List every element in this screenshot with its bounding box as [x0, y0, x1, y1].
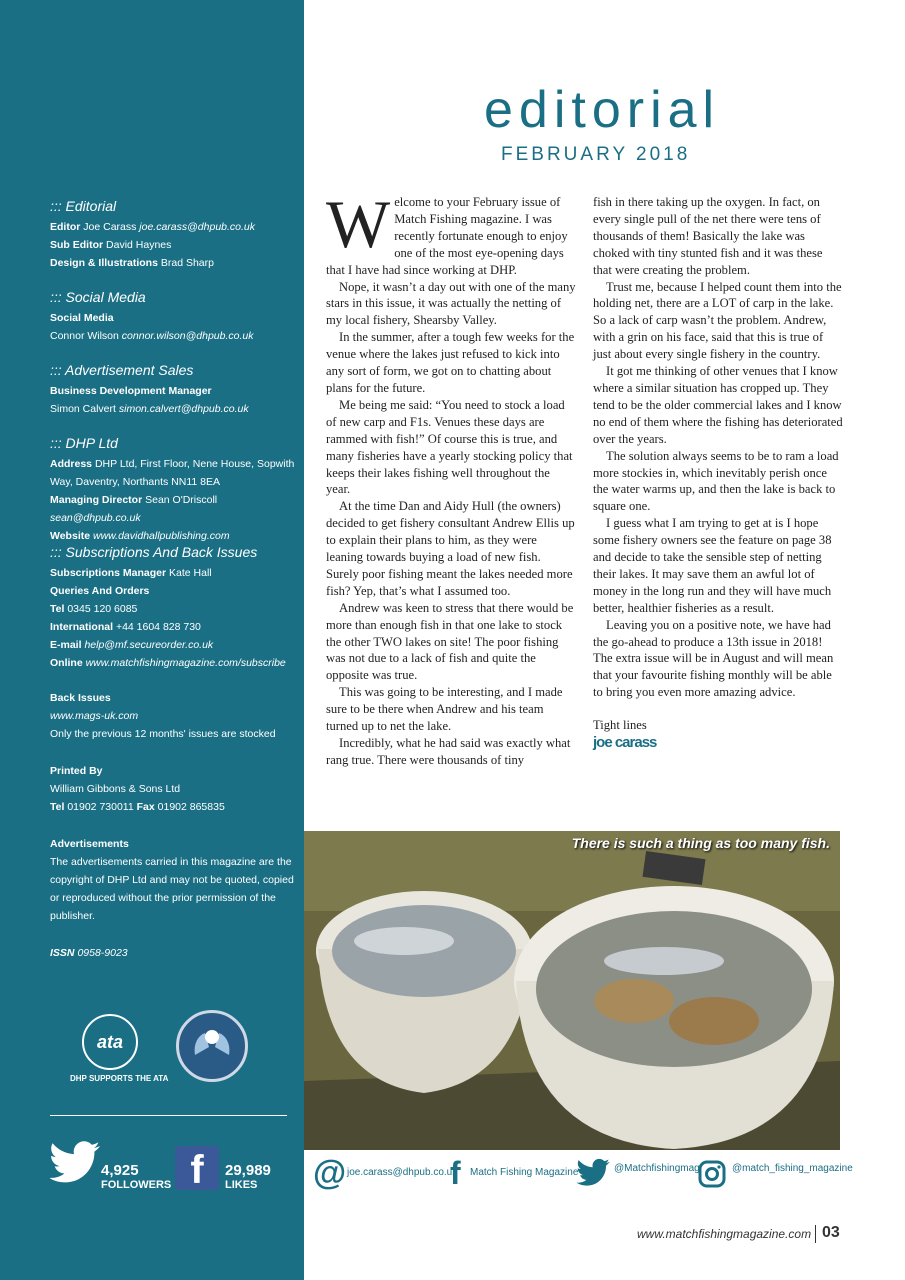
label: Website: [50, 530, 91, 542]
back-issues-url[interactable]: www.mags-uk.com: [50, 710, 139, 722]
label: Fax: [136, 801, 155, 813]
dhp-heading: ::: DHP Ltd: [50, 435, 118, 451]
issn: [50, 944, 296, 962]
ad-sales-name: Simon Calvert: [50, 403, 116, 415]
contact-email-text[interactable]: joe.carass@dhpub.co.uk: [347, 1167, 458, 1178]
sub-editor-name: David Haynes: [106, 239, 172, 251]
issue-date: FEBRUARY 2018: [501, 144, 691, 165]
dhp-credits: [50, 433, 296, 545]
social-email[interactable]: connor.wilson@dhpub.co.uk: [121, 330, 254, 342]
label: Address: [50, 458, 93, 470]
twitter-stats: [101, 1163, 171, 1211]
label: Editor: [50, 221, 81, 233]
ad-sales-email[interactable]: simon.calvert@dhpub.co.uk: [118, 403, 249, 415]
printer-name: William Gibbons & Sons Ltd: [50, 783, 181, 795]
twitter-icon[interactable]: [50, 1140, 102, 1186]
md-email[interactable]: sean@dhpub.co.uk: [50, 512, 141, 524]
md-name: Sean O'Driscoll: [145, 494, 218, 506]
printer-tel: 01902 730011: [67, 801, 134, 813]
facebook-small-icon: f: [450, 1155, 461, 1191]
hands-icon: [187, 1021, 237, 1065]
advertisements: [50, 835, 296, 925]
article-paragraph: Welcome to your February issue of Match Fishing magazine. I was recently fortunate enough to enjoy one of the most eye-opening days that I have had since working at DHP.: [326, 186, 568, 277]
twitter-small-icon: [576, 1158, 612, 1188]
protect-wildlife-logo: [176, 1010, 248, 1082]
subs-online[interactable]: www.matchfishingmagazine.com/subscribe: [85, 657, 286, 669]
signature: joe carass: [593, 734, 657, 752]
label: Design & Illustrations: [50, 257, 158, 269]
back-issues-label: Back Issues: [50, 692, 111, 704]
photo-caption: There is such a thing as too many fish.: [571, 835, 830, 851]
editorial-heading: ::: Editorial: [50, 198, 117, 214]
article-column-2: [593, 194, 843, 752]
ads-label: Advertisements: [50, 838, 129, 850]
column-2-body: [593, 194, 843, 701]
label: Business Development Manager: [50, 385, 212, 397]
dhp-website[interactable]: www.davidhallpublishing.com: [93, 530, 230, 542]
article-paragraph: The solution always seems to be to ram a load more stockies in, which inevitably perish once the water warms up, and then the lake is back to square one.: [593, 448, 839, 514]
page-number: 03: [822, 1224, 840, 1241]
ata-caption: DHP SUPPORTS THE ATA: [70, 1074, 169, 1083]
social-media-heading: ::: Social Media: [50, 289, 146, 305]
facebook-icon[interactable]: f: [175, 1146, 219, 1190]
contact-facebook-text[interactable]: Match Fishing Magazine: [470, 1167, 579, 1178]
ad-sales-heading: ::: Advertisement Sales: [50, 362, 194, 378]
article-paragraph: Trust me, because I helped count them into the holding net, there are a LOT of carp in the lake. So a lack of carp wasn’t the problem. Andrew, with a grin on his face, said that this is true of just about every single fishery in the country.: [593, 279, 842, 362]
label: Social Media: [50, 312, 114, 324]
article-paragraph: At the time Dan and Aidy Hull (the owners) decided to get fishery consultant Andrew Ellis up to explain their plans to him, as they were leaning towards buying a load of new fish. Surely poor fishing meant the lakes needed more fish? Yep, that’s what I assumed too.: [326, 499, 575, 598]
article-paragraph: In the summer, after a tough few weeks for the venue where the lakes just refused to kick into any sort of form, we got on to chatting about plans for the future.: [326, 330, 575, 395]
ata-logo: ata: [82, 1014, 138, 1070]
signoff: Tight lines: [593, 718, 647, 733]
instagram-icon: [698, 1160, 726, 1188]
subs-tel: 0345 120 6085: [67, 603, 138, 615]
association-logos: [70, 1010, 268, 1090]
label: Sub Editor: [50, 239, 104, 251]
article-paragraph: This was going to be interesting, and I made sure to be there when Andrew and his team turned up to net the lake.: [326, 685, 563, 734]
queries-label: Queries And Orders: [50, 585, 150, 597]
subs-credits: [50, 542, 296, 672]
label: International: [50, 621, 114, 633]
label: Tel: [50, 801, 65, 813]
label: Managing Director: [50, 494, 143, 506]
ad-sales-credits: [50, 360, 296, 418]
article-column-1: [326, 186, 576, 769]
issn-label: ISSN: [50, 947, 75, 959]
footer-url[interactable]: www.matchfishingmagazine.com: [637, 1227, 812, 1241]
ads-text: The advertisements carried in this magazine are the copyright of DHP Ltd and may not be quoted, copied or reproduced without the prior permission of the publisher.: [50, 856, 294, 922]
editorial-credits: [50, 196, 296, 272]
page-title: editorial: [484, 81, 721, 139]
twitter-count: 4,925: [101, 1162, 139, 1179]
printed-label: Printed By: [50, 765, 103, 777]
label: Tel: [50, 603, 65, 615]
subs-email[interactable]: help@mf.secureorder.co.uk: [84, 639, 214, 651]
subs-heading: ::: Subscriptions And Back Issues: [50, 544, 258, 560]
facebook-count: 29,989: [225, 1162, 271, 1179]
article-paragraph: It got me thinking of other venues that I know where a similar situation has cropped up. They tend to be the older commercial lakes and I know no end of them where the fishing has deteriorated over the years.: [593, 364, 843, 446]
social-media-credits: [50, 287, 296, 345]
facebook-stats: [225, 1163, 271, 1211]
fish-tubs-illustration: [304, 831, 840, 1150]
divider: [50, 1115, 287, 1116]
designer-name: Brad Sharp: [160, 257, 214, 269]
editor-email[interactable]: joe.carass@dhpub.co.uk: [139, 221, 256, 233]
label: Subscriptions Manager: [50, 567, 167, 579]
printed-by: [50, 762, 296, 816]
issn-value: 0958-9023: [77, 947, 128, 959]
subs-manager: Kate Hall: [169, 567, 212, 579]
fish-photo: [304, 831, 840, 1150]
article-paragraph: Andrew was keen to stress that there would be more than enough fish in that one lake to stock the other TWO lakes on site! The poor fishing was not due to a lack of fish and quite the opposite was true.: [326, 600, 574, 683]
twitter-label: FOLLOWERS: [101, 1179, 172, 1191]
article-paragraph: Me being me said: “You need to stock a load of new carp and F1s. Venues these days are rammed with fish!” Of course this is true, and many fisheries have a yearly stocking policy that keeps their lakes fishing well throughout the year.: [326, 397, 573, 497]
dhp-address: DHP Ltd, First Floor, Nene House, Sopwith Way, Daventry, Northants NN11 8EA: [50, 458, 295, 488]
social-name: Connor Wilson: [50, 330, 119, 342]
editor-name: Joe Carass: [83, 221, 137, 233]
article-paragraph: I guess what I am trying to get at is I hope some fishery owners see the feature on page 38 and decide to take the sensible step of netting their lakes. It may save them an awful lot of money in the long run and they will have much better, healthier fisheries as a result.: [593, 516, 832, 615]
label: E-mail: [50, 639, 82, 651]
subs-intl: +44 1604 828 730: [115, 621, 201, 633]
article-paragraph: fish in there taking up the oxygen. In fact, on every single pull of the net there were tens of thousands of them! Basically the lake was choked with tiny stunted fish and it was these that were creating the problem.: [593, 195, 823, 277]
sidebar: [0, 0, 304, 1280]
back-issues-note: Only the previous 12 months' issues are stocked: [50, 728, 276, 740]
label: Online: [50, 657, 83, 669]
footer-divider: [815, 1225, 816, 1243]
article-paragraph: Nope, it wasn’t a day out with one of the many stars in this issue, it was actually the netting of my local fishery, Shearsby Valley.: [326, 279, 576, 328]
printer-fax: 01902 865835: [157, 801, 225, 813]
contact-instagram-text[interactable]: @match_fishing_magazine: [732, 1163, 853, 1174]
at-icon: @: [313, 1154, 347, 1192]
back-issues: [50, 689, 296, 743]
article-paragraph: Incredibly, what he had said was exactly what rang true. There were thousands of tiny: [326, 736, 571, 767]
article-paragraph: Leaving you on a positive note, we have had the go-ahead to produce a 13th issue in 2018! The extra issue will be in August and will mean that your favourite fishing monthly will be able to bring you even more amazing advice.: [593, 617, 834, 700]
facebook-label: LIKES: [225, 1179, 258, 1191]
drop-cap: W: [326, 186, 391, 262]
contact-twitter-text[interactable]: @Matchfishingmag: [614, 1163, 700, 1174]
